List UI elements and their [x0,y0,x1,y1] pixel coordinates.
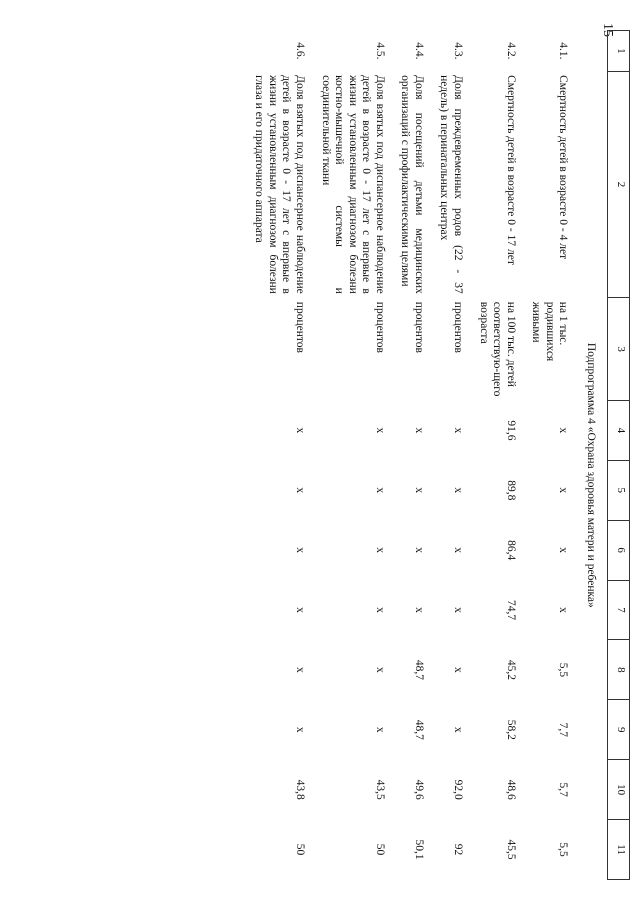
value-cell: х [452,667,465,673]
value-cell: х [412,487,425,494]
value-cell: 49,6 [412,779,425,800]
value-cell: 91,6 [504,420,517,441]
value-cell: х [294,427,306,434]
value-cell: 5,7 [557,782,570,797]
table-row [527,31,580,880]
indicator-name: Смертность детей в возрасте 0 - 17 лет [504,75,517,265]
value-cell: х [373,547,386,553]
value-cell: х [294,667,306,673]
value-cell: х [452,427,465,434]
value-cell: 45,5 [504,839,517,860]
header-cell: 4 [608,400,630,460]
table-row [316,31,396,880]
value-cell: х [373,667,386,673]
header-cell: 6 [608,520,630,580]
value-cell: х [452,607,465,613]
value-cell: х [294,607,306,613]
header-cell: 2 [608,71,630,298]
value-cell: х [557,607,570,613]
unit-of-measure: процентов [373,301,386,353]
value-cell: х [557,427,570,434]
column-number-header [608,31,630,880]
row-number: 4.4. [412,42,425,60]
value-cell: 58,2 [504,719,517,740]
value-cell: 92,0 [452,779,465,800]
value-cell: х [412,607,425,613]
unit-of-measure: процентов [294,301,306,353]
value-cell: х [294,726,306,733]
header-cell: 11 [608,820,630,880]
value-cell: х [294,487,306,494]
header-cell: 1 [608,31,630,72]
indicator-name: Доля преждевременных родов (22 - 37 недель) в перинатальных центрах [438,75,465,294]
value-cell: 43,5 [373,779,386,800]
page-number: 15 [600,23,615,37]
value-cell: х [452,487,465,494]
value-cell: х [373,607,386,613]
value-cell: 48,7 [412,659,425,680]
header-cell: 9 [608,700,630,760]
value-cell: 45,2 [504,659,517,680]
unit-of-measure: на 100 тыс. детей соответствую-щего возраста [477,301,517,397]
value-cell: х [373,487,386,494]
value-cell: 43,8 [294,779,306,800]
row-number: 4.1. [557,42,570,60]
value-cell: 74,7 [504,599,517,621]
value-cell: х [452,726,465,733]
value-cell: 50 [294,843,306,856]
value-cell: 50 [373,843,386,856]
value-cell: х [373,726,386,733]
value-cell: 92 [452,843,465,856]
value-cell: х [452,547,465,553]
value-cell: 48,6 [504,779,517,800]
subprogram-title: Подпрограмма 4 «Охрана здоровья матери и ребенка» [585,342,597,608]
indicator-name: Доля посещений детьми медицинских организаций с профилактическими целями [399,75,425,294]
row-number: 4.3. [452,42,465,60]
rotated-table-container [105,30,630,880]
value-cell: 5,5 [557,662,570,678]
value-cell: х [557,547,570,553]
value-cell: х [373,427,386,434]
table-row [250,31,316,880]
header-cell: 10 [608,760,630,820]
indicator-name: Доля взятых под диспансерное наблюдение детей в возрасте 0 - 17 лет с впервые в жизни установленным диагнозом болезни глаза и его придаточного аппарата [253,75,306,294]
value-cell: 48,7 [412,719,425,740]
indicator-name: Смертность детей в возрасте 0 - 4 лет [557,75,570,260]
value-cell: 89,8 [504,480,517,501]
unit-of-measure: на 1 тыс. родившихся живыми [530,301,570,362]
row-number: 4.6. [294,42,306,60]
indicators-table [250,30,630,880]
value-cell: 50,1 [412,839,425,860]
header-cell: 8 [608,640,630,700]
value-cell: 5,5 [557,842,570,857]
table-row [474,31,527,880]
value-cell: х [557,487,570,494]
value-cell: х [412,547,425,553]
row-number: 4.5. [373,42,386,60]
value-cell: 86,4 [504,540,517,561]
table-row [396,31,435,880]
indicator-name: Доля взятых под диспансерное наблюдение детей в возрасте 0 - 17 лет с впервые в жизни установленным диагнозом болезни костно-мышечной системы и соединительной ткани [319,75,386,294]
value-cell: 7,7 [557,722,570,737]
header-cell: 5 [608,460,630,520]
header-cell: 7 [608,580,630,640]
unit-of-measure: процентов [452,301,465,353]
unit-of-measure: процентов [412,301,425,353]
header-cell: 3 [608,298,630,401]
value-cell: х [294,547,306,553]
table-row [435,31,474,880]
row-number: 4.2. [504,42,517,60]
value-cell: х [412,427,425,434]
